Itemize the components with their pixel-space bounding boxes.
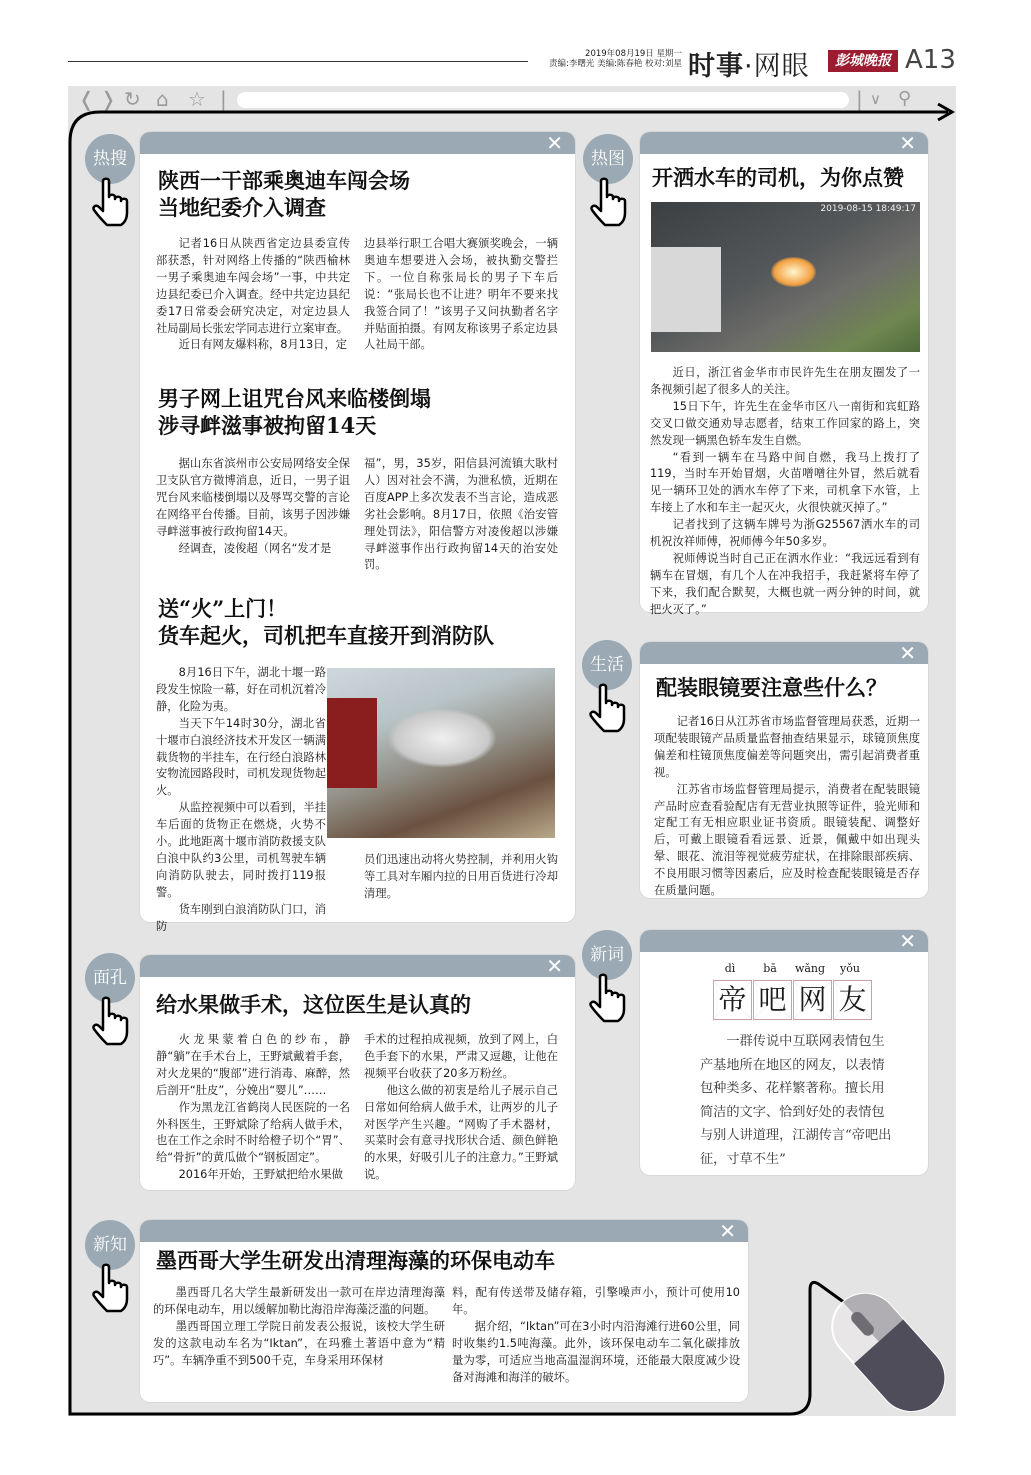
section-main: 时事	[688, 51, 744, 82]
card-bar	[140, 1220, 748, 1242]
home-icon[interactable]: ⌂	[156, 87, 169, 111]
search-icon[interactable]: ⚲	[898, 88, 912, 109]
header-rule	[68, 61, 528, 62]
word-char: 友	[833, 980, 872, 1020]
tag-life: 生活	[582, 640, 632, 690]
address-bar[interactable]	[237, 92, 849, 108]
hand-pointer-icon	[587, 683, 627, 733]
article-body: 记者16日从江苏省市场监督管理局获悉，近期一项配装眼镜产品质量监督抽查结果显示，球镜顶焦度偏差和柱镜顶焦度偏差等问题突出，需引起消费者重视。 江苏省市场监督管理局提示，消费者在配装眼镜产品时应查看验配店有无营业执照等证件，验光师和定配工有无相应职业证书资质。眼镜装配、调整好后，可戴上眼镜看看远景、近景，佩戴中如出现头晕、眼花、流泪等视觉疲劳症状，在排除眼部疾病、不良用眼习惯等因素后，应及时检查配装眼镜是否存在质量问题。	[654, 715, 920, 898]
close-icon[interactable]: ✕	[899, 642, 916, 665]
tag-new-knowledge: 新知	[85, 1220, 135, 1270]
section-dot: ·	[744, 51, 754, 82]
card-bar	[640, 930, 928, 952]
article-body-col: 料，配有传送带及储存箱，引擎噪声小，预计可使用10年。 据介绍，“Iktan”可在3小时内沿海滩行进60公里，同时收集约1.5吨海藻。此外，该环保电动车二氧化碳排放量为零，可适应当地高温湿润环境，还能最大限度减少设备对海滩和海洋的破坏。	[452, 1286, 740, 1384]
page-number: A13	[905, 45, 956, 75]
issue-date: 2019年08月19日 星期一	[585, 49, 682, 59]
article-body-col: 火龙果蒙着白色的纱布，静静“躺”在手术台上，王野斌戴着手套，对火龙果的“腹部”进行消毒、麻醉，然后剖开“肚皮”，分娩出“婴儿”…… 作为黑龙江省鹤岗人民医院的一名外科医生，王野斌除了给病人做手术，也在工作之余时不时给橙子切个“胃”、给“骨折”的黄瓜做个“钢板固定”。 2016年开始，王野斌把给水果做	[156, 1033, 350, 1182]
pinyin: dì	[724, 962, 736, 975]
refresh-icon[interactable]: ↻	[124, 87, 141, 111]
article-title: 配装眼镜要注意些什么？	[656, 675, 887, 700]
article-body: 近日，浙江省金华市市民许先生在朋友圈发了一条视频引起了很多人的关注。 15日下午，许先生在金华市区八一南街和宾虹路交叉口做交通劝导志愿者，结束工作回家的路上，突然发现一辆黑色轿车发生自燃。 “看到一辆车在马路中间自燃，我马上拨打了119，当时车开始冒烟，火苗噌噌往外冒，然后就看见一辆环卫处的洒水车停了下来，司机拿下水管，上车接上了水和车主一起灭火，火很快就灭掉了。” 记者找到了这辆车牌号为浙G25567洒水车的司机祝汝祥师傅，祝师傅今年50多岁。 祝师傅说当时自己正在洒水作业：“我远远看到有辆车在冒烟，有几个人在冲我招手，我赶紧将车停了下来，我们配合默契，大概也就一两分钟的时间，就把火灭了。”	[650, 366, 920, 616]
article-body-col: 边县举行职工合唱大赛颁奖晚会，一辆奥迪车想要进入会场，被执勤交警拦下。一位自称张局长的男子下车后说：“张局长也不让进？明年不要来找我签合同了！”该男子又问执勤者名字并贴面拍摄。有网友称该男子系定边县人社局干部。	[364, 237, 558, 352]
article-title: 男子网上诅咒台风来临楼倒塌 涉寻衅滋事被拘留14天	[158, 386, 431, 438]
photo-truck	[651, 247, 721, 332]
photo-timestamp: 2019-08-15 18:49:17	[820, 204, 916, 214]
star-icon[interactable]: ☆	[188, 87, 206, 111]
article-title: 开洒水车的司机，为你点赞	[652, 165, 904, 190]
back-icon[interactable]: ❬	[78, 87, 95, 111]
close-icon[interactable]: ✕	[719, 1220, 736, 1243]
tag-new-word: 新词	[582, 930, 632, 980]
divider: |	[220, 87, 227, 111]
pinyin: bā	[763, 962, 777, 975]
word-definition: 一群传说中互联网表情包生产基地所在地区的网友，以表情包种类多、花样繁著称。擅长用简洁的文字、恰到好处的表情包与别人讲道理，江湖传言“帝吧出征，寸草不生”	[700, 1034, 892, 1167]
date-editors	[540, 49, 682, 69]
truck-fire-photo	[327, 668, 555, 838]
article-title: 墨西哥大学生研发出清理海藻的环保电动车	[156, 1248, 555, 1273]
forward-icon[interactable]: ❭	[100, 87, 117, 111]
card-bar	[140, 955, 575, 977]
hand-pointer-icon	[588, 177, 628, 227]
article-body-col: 员们迅速出动将火势控制，并利用火钩等工具对车厢内拉的日用百货进行冷却清理。	[364, 853, 558, 900]
close-icon[interactable]: ✕	[899, 132, 916, 155]
newspaper-logo: 彭城晚报	[828, 50, 898, 72]
word-char: 吧	[753, 980, 792, 1020]
article-body-col: 福”，男，35岁，阳信县河流镇大耿村人）因对社会不满，为泄私愤，近期在百度APP上多次发表不当言论，造成恶劣社会影响。8月17日，依照《治安管理处罚法》，阳信警方对凌俊超以涉嫌寻衅滋事作出行政拘留14天的治安处罚。	[364, 457, 558, 572]
close-icon[interactable]: ✕	[899, 930, 916, 953]
photo-fire	[771, 257, 816, 287]
word-char: 网	[793, 980, 832, 1020]
tag-hot-search: 热搜	[85, 134, 135, 184]
card-bar	[640, 132, 928, 154]
article-body-col: 墨西哥几名大学生最新研发出一款可在岸边清理海藻的环保电动车，用以缓解加勒比海沿岸海藻泛滥的问题。 墨西哥国立理工学院日前发表公报说，该校大学生研发的这款电动车名为“Iktan”，在玛雅土著语中意为“精巧”。车辆净重不到500千克，车身采用环保材	[153, 1286, 445, 1367]
dropdown-icon[interactable]: ∨	[870, 90, 881, 108]
sprinkler-truck-photo	[651, 202, 920, 352]
pinyin: wǎng	[794, 962, 826, 975]
article-title: 给水果做手术，这位医生是认真的	[156, 992, 471, 1017]
article-title: 送“火”上门！ 货车起火，司机把车直接开到消防队	[158, 596, 494, 648]
hand-pointer-icon	[90, 996, 130, 1046]
word-char: 帝	[713, 980, 752, 1020]
divider: |	[856, 87, 863, 111]
hand-pointer-icon	[90, 177, 130, 227]
hand-pointer-icon	[90, 1263, 130, 1313]
hand-pointer-icon	[587, 973, 627, 1023]
photo-truck	[327, 698, 377, 788]
article-body-col: 手术的过程拍成视频，放到了网上，白色手套下的水果，严肃又逗趣，让他在视频平台收获了20多万粉丝。 他这么做的初衷是给儿子展示自己日常如何给病人做手术，让两岁的儿子对医学产生兴趣。“网购了手术器材，买菜时会有意寻找形状合适、颜色鲜艳的水果，好吸引儿子的注意力。”王野斌说。	[364, 1033, 558, 1182]
section-sub: 网眼	[753, 51, 810, 82]
section-title	[688, 44, 810, 83]
article-title: 陕西一干部乘奥迪车闯会场 当地纪委介入调查	[158, 168, 410, 220]
pinyin: yǒu	[840, 962, 860, 975]
card-bar	[640, 642, 928, 664]
photo-smoke	[387, 708, 497, 768]
close-icon[interactable]: ✕	[546, 955, 563, 978]
card-bar	[140, 132, 575, 154]
tag-hot-picture: 热图	[583, 134, 633, 184]
article-body-col: 8月16日下午，湖北十堰一路段发生惊险一幕，好在司机沉着冷静，化险为夷。 当天下午14时30分，湖北省十堰市白浪经济技术开发区一辆满载货物的半挂车，在行经白浪路林安物流园路段时，司机发现货物起火。 从监控视频中可以看到，半挂车后面的货物正在燃烧，火势不小。此地距离十堰市消防救援支队白浪中队约3公里，司机驾驶车辆向消防队驶去，同时拨打119报警。 货车刚到白浪消防队门口，消防	[156, 666, 326, 933]
editors: 责编:李曙光 美编:陈春艳 校对:刘星	[549, 59, 682, 69]
tag-face: 面孔	[85, 953, 135, 1003]
article-body-col: 据山东省滨州市公安局网络安全保卫支队官方微博消息，近日，一男子诅咒台风来临楼倒塌以及辱骂交警的言论在网络平台传播。目前，该男子因涉嫌寻衅滋事被行政拘留14天。 经调查，凌俊超（网名“发才是	[156, 457, 350, 555]
close-icon[interactable]: ✕	[546, 132, 563, 155]
article-body-col: 记者16日从陕西省定边县委宣传部获悉，针对网络上传播的“陕西榆林一男子乘奥迪车闯会场”一事，中共定边县纪委已介入调查。经中共定边县纪委17日常委会研究决定，对定边县人社局副局长张宏学同志进行立案审查。 近日有网友爆料称，8月13日，定	[156, 237, 350, 352]
